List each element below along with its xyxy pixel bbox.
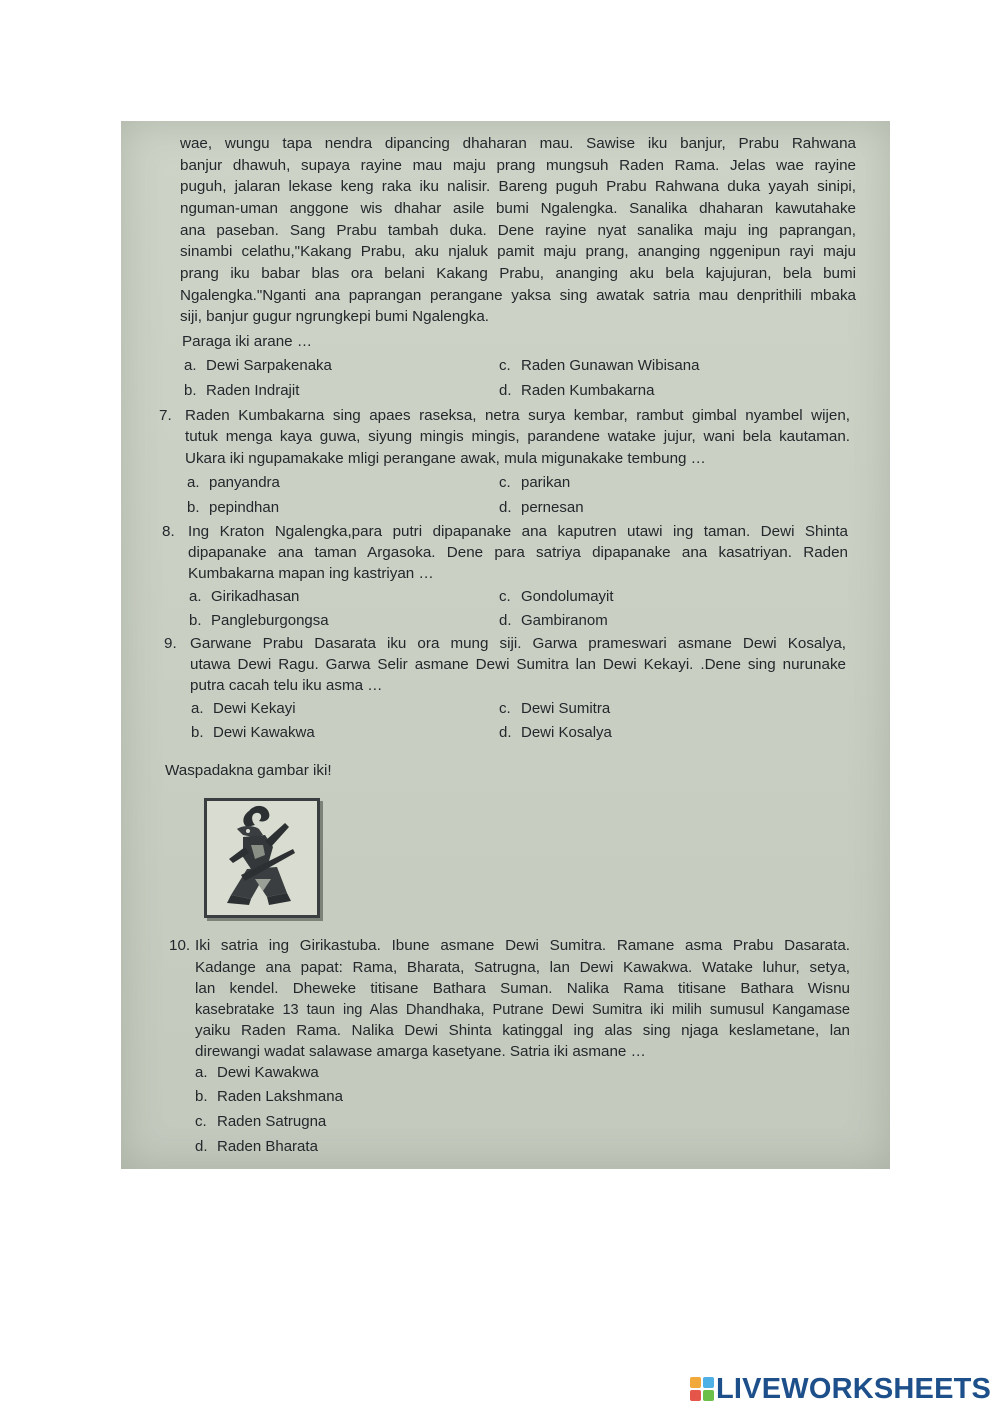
liveworksheets-logo[interactable]	[690, 1372, 991, 1406]
option-text: Raden Indrajit	[206, 382, 300, 399]
option-d[interactable]	[195, 1137, 318, 1157]
option-letter: b.	[195, 1088, 208, 1105]
option-text: Raden Bharata	[217, 1138, 318, 1155]
option-letter: b.	[189, 612, 202, 629]
option-text: Dewi Sarpakenaka	[206, 357, 332, 374]
option-letter: d.	[499, 382, 512, 399]
option-text: Raden Kumbakarna	[521, 382, 655, 399]
option-c[interactable]	[499, 587, 614, 607]
option-d[interactable]	[499, 498, 584, 518]
question-line: Kumbakarna mapan ing kastriyan …	[188, 565, 434, 582]
option-text: panyandra	[209, 474, 280, 491]
question-line: utawa Dewi Ragu. Garwa Selir asmane Dewi Sumitra lan Dewi Kekayi. .Dene sing nurunake	[190, 656, 846, 673]
option-letter: a.	[195, 1064, 208, 1081]
option-letter: a.	[189, 588, 202, 605]
option-text: Girikadhasan	[211, 588, 300, 605]
question-line: lan kendel. Dheweke titisane Bathara Suman. Nalika Rama titisane Bathara Wisnu	[195, 980, 850, 997]
scanned-worksheet-page	[121, 121, 890, 1169]
logo-text: LIVEWORKSHEETS	[716, 1372, 992, 1405]
question-line: Raden Kumbakarna sing apaes raseksa, netra surya kembar, rambut gimbal nyambel wijen,	[185, 407, 850, 424]
option-b[interactable]	[195, 1087, 343, 1107]
question-line: yaiku Raden Rama. Nalika Dewi Shinta katinggal ing alas sing njaga keslametane, lan	[195, 1022, 850, 1039]
instruction-text: Waspadakna gambar iki!	[165, 762, 332, 779]
option-text: Dewi Kawakwa	[213, 724, 315, 741]
option-letter: d.	[499, 499, 512, 516]
wayang-figure-image	[204, 798, 320, 918]
option-text: Dewi Sumitra	[521, 700, 611, 717]
option-c[interactable]	[499, 473, 570, 493]
option-letter: c.	[195, 1113, 207, 1130]
option-a[interactable]	[191, 699, 296, 719]
passage-line: ana paseban. Sang Prabu tambah duka. Dene rayine nyat sanalika maju ing paprangan,	[180, 222, 856, 239]
passage-line: siji, banjur gugur ngrungkepi bumi Ngalengka.	[180, 308, 490, 325]
question-prompt: Paraga iki arane …	[182, 333, 313, 350]
option-letter: b.	[191, 724, 204, 741]
question-line: Garwane Prabu Dasarata iku ora mung siji. Garwa prameswari asmane Dewi Kosalya,	[190, 635, 846, 652]
option-b[interactable]	[189, 611, 329, 631]
option-text: Dewi Kawakwa	[217, 1064, 319, 1081]
option-text: pernesan	[521, 499, 584, 516]
option-letter: d.	[499, 724, 512, 741]
question-line: Ukara iki ngupamakake mligi perangane awak, mula migunakake tembung …	[185, 450, 706, 467]
option-letter: a.	[184, 357, 197, 374]
option-letter: c.	[499, 700, 511, 717]
option-letter: b.	[187, 499, 200, 516]
question-number: 8.	[162, 523, 175, 540]
question-line: Kadange ana papat: Rama, Bharata, Satrugna, lan Dewi Kawakwa. Watake luhur, setya,	[195, 959, 850, 976]
passage-line: puguh, jalaran lekase keng raka iku nalisir. Bareng puguh Prabu Rahwana duka yayah sinipi,	[180, 178, 856, 195]
passage-line: sinambi celathu,"Kakang Prabu, aku njaluk pamit maju prang, ananging nggenipun rayi maju	[180, 243, 856, 260]
option-text: Dewi Kekayi	[213, 700, 296, 717]
wayang-puppet-icon	[207, 801, 317, 915]
option-a[interactable]	[195, 1063, 319, 1083]
option-b[interactable]	[187, 498, 279, 518]
option-letter: c.	[499, 474, 511, 491]
option-text: Dewi Kosalya	[521, 724, 612, 741]
option-text: pepindhan	[209, 499, 280, 516]
passage-line: Ngalengka."Nganti ana paprangan perangane yaksa sing awatak satria mau denprithili mbaka	[180, 287, 856, 304]
option-letter: c.	[499, 588, 511, 605]
option-letter: a.	[187, 474, 200, 491]
question-line: direwangi wadat salawase amarga kasetyane. Satria iki asmane …	[195, 1043, 646, 1060]
option-c[interactable]	[499, 356, 699, 376]
option-letter: c.	[499, 357, 511, 374]
option-b[interactable]	[191, 723, 315, 743]
option-c[interactable]	[195, 1112, 326, 1132]
passage-line: banjur dhawuh, supaya rayine mau maju prang mungsuh Raden Rama. Jelas wae rayine	[180, 157, 856, 174]
passage-line: wae, wungu tapa nendra dipancing dhaharan mau. Sawise iku banjur, Prabu Rahwana	[180, 135, 856, 152]
option-text: Raden Lakshmana	[217, 1088, 343, 1105]
passage-line: nguman-uman anggone wis dhahar asile bumi Ngalengka. Sanalika dhaharan kawutahake	[180, 200, 856, 217]
option-letter: a.	[191, 700, 204, 717]
option-text: Raden Satrugna	[217, 1113, 327, 1130]
question-line: Iki satria ing Girikastuba. Ibune asmane Dewi Sumitra. Ramane asma Prabu Dasarata.	[195, 937, 850, 954]
question-line: dipapanake ana taman Argasoka. Dene para satriya dipapanake ana kasatriyan. Raden	[188, 544, 848, 561]
option-text: Raden Gunawan Wibisana	[521, 357, 700, 374]
question-line: kasebratake 13 taun ing Alas Dhandhaka, Putrane Dewi Sumitra iki milih sumusul Kangamase	[195, 1002, 850, 1018]
question-line: Ing Kraton Ngalengka,para putri dipapanake ana kaputren utawi ing taman. Dewi Shinta	[188, 523, 848, 540]
option-letter: b.	[184, 382, 197, 399]
option-a[interactable]	[184, 356, 332, 376]
question-line: putra cacah telu iku asma …	[190, 677, 383, 694]
option-c[interactable]	[499, 699, 610, 719]
passage-line: prang iku babar blas ora belani Kakang Prabu, ananging aku bela kajujuran, bela bumi	[180, 265, 856, 282]
question-number: 9.	[164, 635, 177, 652]
option-a[interactable]	[187, 473, 280, 493]
option-letter: d.	[195, 1138, 208, 1155]
option-text: Pangleburgongsa	[211, 612, 329, 629]
option-text: parikan	[521, 474, 571, 491]
question-number: 7.	[159, 407, 172, 424]
option-d[interactable]	[499, 723, 612, 743]
option-text: Gondolumayit	[521, 588, 614, 605]
option-d[interactable]	[499, 611, 608, 631]
option-letter: d.	[499, 612, 512, 629]
option-text: Gambiranom	[521, 612, 608, 629]
question-number: 10.	[169, 937, 191, 954]
option-a[interactable]	[189, 587, 299, 607]
question-line: tutuk menga kaya guwa, siyung mingis mingis, parandene watake jujur, wani bela kautaman.	[185, 428, 850, 445]
liveworksheets-grid-icon	[690, 1377, 714, 1401]
option-b[interactable]	[184, 381, 299, 401]
option-d[interactable]	[499, 381, 654, 401]
